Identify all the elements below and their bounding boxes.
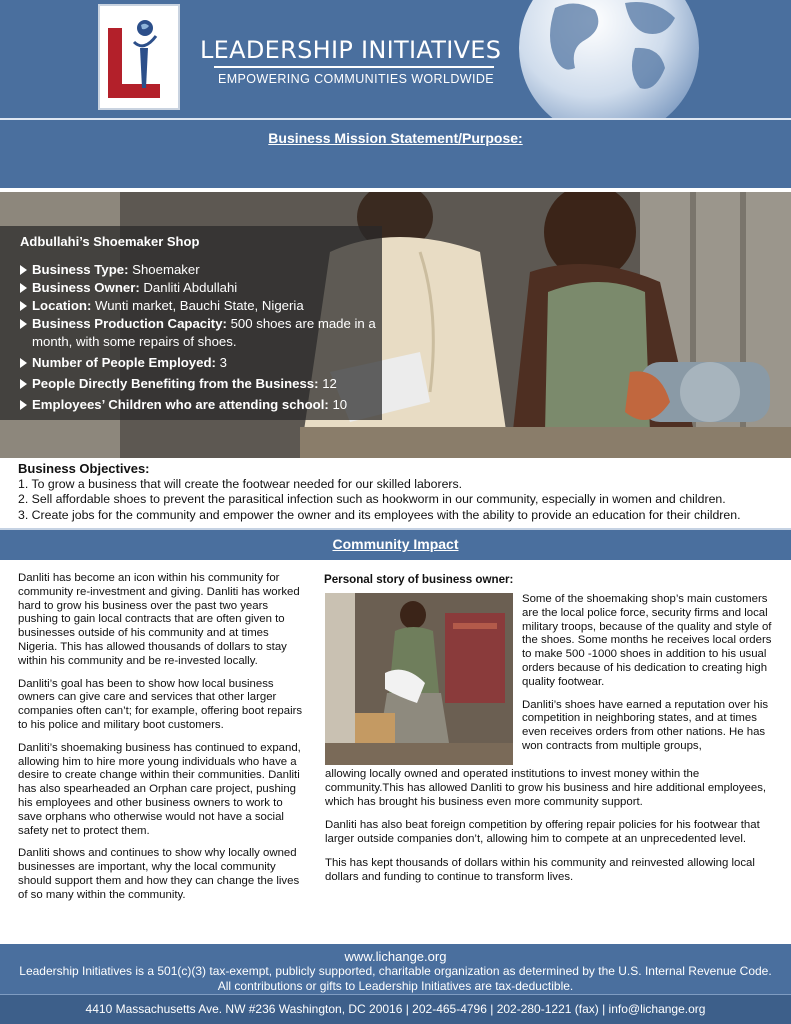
profile-item-capacity	[20, 315, 382, 351]
profile-value: Danliti Abdullahi	[139, 280, 238, 295]
page-footer	[0, 944, 791, 1024]
story-paragraph: Some of the shoemaking shop’s main customers are the local police force, security firms and local military troops, because of the quality and style of the shoes. Some months he receives local orders to make 500 -1000 shoes in addition to his usual orders because of his dedication to creating high quality footwear.	[522, 593, 772, 688]
objective-item: 3. Create jobs for the community and empower the owner and its employees with the ability to provide an education for their children.	[18, 507, 741, 522]
bullet-icon	[20, 400, 27, 410]
profile-item-employees	[20, 354, 382, 372]
impact-band	[0, 528, 791, 560]
impact-paragraph: Danliti shows and continues to show why locally owned businesses are important, why the local community should support them and how they can change the lives of so many within the community.	[18, 847, 300, 901]
impact-paragraph: Danliti’s shoemaking business has continued to expand, allowing him to hire more young individuals who have a desire to create change within their communities. Danliti has also spearheaded an Orphan care project, pushing his employees and other business owners to work to save orphans who otherwise would not have a social safety net to protect them.	[18, 741, 301, 837]
profile-value: 3	[215, 355, 227, 370]
profile-value: 12	[318, 376, 337, 391]
owner-photo	[325, 593, 513, 765]
shop-photo	[0, 192, 791, 458]
bullet-icon	[20, 358, 27, 368]
profile-label: Business Owner:	[32, 280, 140, 295]
story-paragraph: allowing locally owned and operated institutions to invest money within the community.This has allowed Danliti to grow his business and hire additional employees, which has brought his business even more community support.	[325, 768, 767, 808]
impact-paragraph: Danliti’s goal has been to show how local business owners can give care and services that other larger companies often can’t; for example, offering boot repairs to his police and military boot customers.	[18, 677, 303, 731]
bullet-icon	[20, 301, 27, 311]
profile-label: Business Production Capacity:	[32, 316, 227, 331]
objective-item: 1. To grow a business that will create the footwear needed for our skilled laborers.	[18, 476, 463, 491]
footer-website-link[interactable]: www.lichange.org	[344, 949, 447, 964]
profile-label: Business Type:	[32, 262, 129, 277]
objective-item: 2. Sell affordable shoes to prevent the parasitical infection such as hookworm in our community, especially in women and children.	[18, 492, 726, 507]
profile-item-children	[20, 396, 382, 414]
footer-legal-text: All contributions or gifts to Leadership Initiatives are tax-deductible.	[217, 979, 574, 993]
profile-item-beneficiaries	[20, 375, 382, 393]
story-paragraph: Danliti’s shoes have earned a reputation over his competition in neighboring states, and at times even receives orders from other nations. He has won contracts from multiple groups,	[522, 698, 769, 752]
business-name: Adbullahi’s Shoemaker Shop	[20, 234, 200, 249]
story-title: Personal story of business owner:	[324, 573, 514, 586]
objectives-title: Business Objectives:	[18, 461, 150, 476]
bullet-icon	[20, 283, 27, 293]
bullet-icon	[20, 379, 27, 389]
page-header	[0, 0, 791, 118]
globe-icon	[515, 0, 703, 118]
owner-photo-image	[325, 593, 513, 765]
footer-address-band	[0, 994, 791, 1024]
story-paragraph: This has kept thousands of dollars within his community and reinvested allowing local dollars and funding to continue to transform lives.	[325, 856, 755, 883]
bullet-icon	[20, 319, 27, 329]
impact-left-column	[18, 572, 308, 912]
story-right-column	[522, 593, 774, 763]
profile-value: 10	[328, 397, 348, 412]
mission-band	[0, 118, 791, 188]
story-paragraph: Danliti has also beat foreign competition by offering repair policies for his footwear that larger outside companies don’t, allowing him to compete at an unprecedented level.	[325, 819, 760, 846]
footer-legal-text: Leadership Initiatives is a 501(c)(3) tax-exempt, publicly supported, charitable organization as determined by the U.S. Internal Revenue Code.	[19, 964, 772, 978]
li-logo-icon	[108, 18, 160, 104]
profile-item-location	[20, 297, 382, 315]
impact-paragraph: Danliti has become an icon within his community for community re-investment and giving. Danliti has worked hard to grow his business over the past two years pushing to gain local contracts that are often given to businesses outside of his community and at times Nigeria. This has allowed thousands of dollars to stay within his community and be re-invested locally.	[18, 572, 300, 667]
profile-value: Shoemaker	[128, 262, 200, 277]
story-continued	[325, 768, 775, 895]
mission-title: Business Mission Statement/Purpose:	[268, 130, 523, 146]
profile-value: 500 shoes are made in a month, with some repairs of shoes.	[32, 316, 376, 349]
header-divider	[214, 66, 494, 68]
profile-value: Wunti market, Bauchi State, Nigeria	[91, 298, 304, 313]
logo	[98, 4, 180, 110]
profile-label: Location:	[32, 298, 92, 313]
business-objectives	[18, 461, 783, 523]
footer-contact-info: 4410 Massachusetts Ave. NW #236 Washington, DC 20016 | 202-465-4796 | 202-280-1221 (fax) | info@lichange.org	[85, 1002, 706, 1016]
business-profile-box	[0, 226, 382, 420]
header-tagline: EMPOWERING COMMUNITIES WORLDWIDE	[218, 72, 494, 86]
profile-item-type	[20, 261, 382, 279]
profile-item-owner	[20, 279, 382, 297]
profile-label: Employees’ Children who are attending school:	[32, 397, 329, 412]
profile-label: Number of People Employed:	[32, 355, 216, 370]
header-title: LEADERSHIP INITIATIVES	[200, 36, 502, 64]
profile-label: People Directly Benefiting from the Business:	[32, 376, 319, 391]
impact-title: Community Impact	[332, 536, 459, 552]
bullet-icon	[20, 265, 27, 275]
